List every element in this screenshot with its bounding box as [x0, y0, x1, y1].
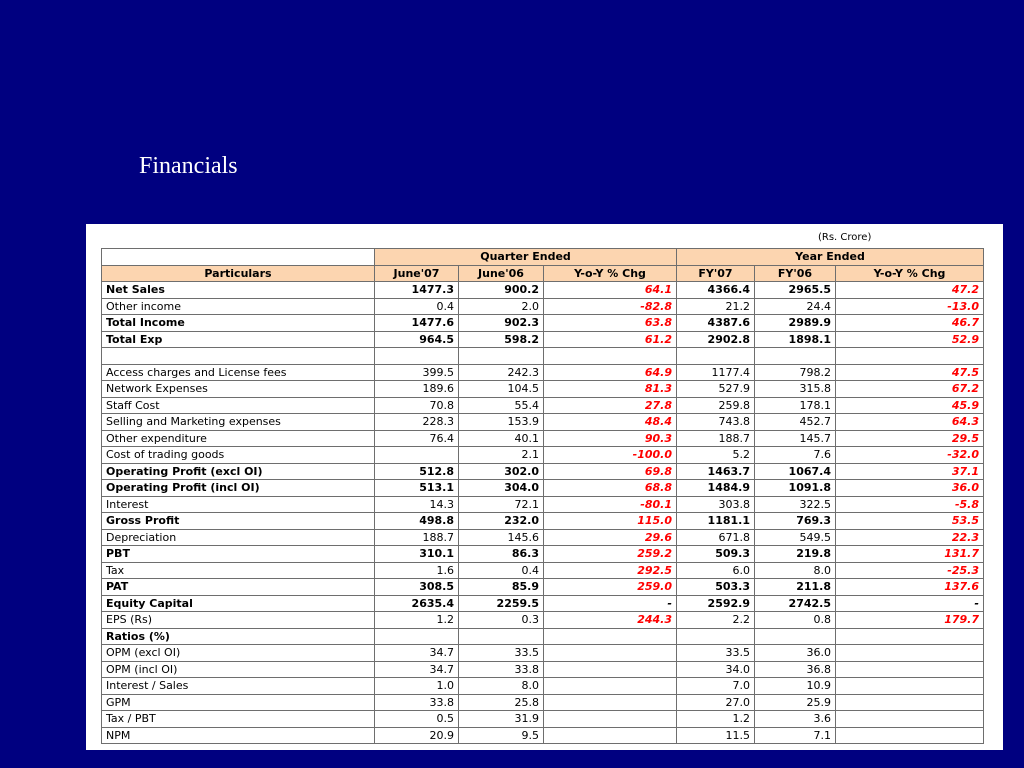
- change-cell: 64.1: [544, 282, 677, 299]
- value-cell: 259.8: [677, 397, 755, 414]
- value-cell: 228.3: [375, 414, 459, 431]
- row-label: Tax / PBT: [102, 711, 375, 728]
- financials-table: [101, 248, 984, 744]
- value-cell: 2592.9: [677, 595, 755, 612]
- value-cell: [375, 628, 459, 645]
- change-cell: 47.5: [836, 364, 984, 381]
- change-cell: 259.0: [544, 579, 677, 596]
- row-label: Equity Capital: [102, 595, 375, 612]
- change-cell: 137.6: [836, 579, 984, 596]
- change-cell: 115.0: [544, 513, 677, 530]
- value-cell: 27.0: [677, 694, 755, 711]
- row-label: Network Expenses: [102, 381, 375, 398]
- row-label: Depreciation: [102, 529, 375, 546]
- value-cell: 0.4: [459, 562, 544, 579]
- change-cell: [544, 694, 677, 711]
- table-row: [102, 612, 984, 629]
- row-label: Staff Cost: [102, 397, 375, 414]
- change-cell: 29.5: [836, 430, 984, 447]
- value-cell: [677, 348, 755, 365]
- value-cell: 0.8: [755, 612, 836, 629]
- value-cell: 145.7: [755, 430, 836, 447]
- value-cell: 798.2: [755, 364, 836, 381]
- value-cell: 302.0: [459, 463, 544, 480]
- column-header: FY'06: [755, 265, 836, 282]
- change-cell: [836, 727, 984, 744]
- value-cell: 232.0: [459, 513, 544, 530]
- table-row: [102, 546, 984, 563]
- table-row: [102, 678, 984, 695]
- table-row: [102, 513, 984, 530]
- value-cell: 527.9: [677, 381, 755, 398]
- value-cell: 4387.6: [677, 315, 755, 332]
- group-header-quarter: Quarter Ended: [375, 249, 677, 266]
- value-cell: 219.8: [755, 546, 836, 563]
- table-row: [102, 480, 984, 497]
- value-cell: 308.5: [375, 579, 459, 596]
- table-row: [102, 595, 984, 612]
- table-row: [102, 331, 984, 348]
- unit-note: (Rs. Crore): [818, 232, 872, 243]
- value-cell: 2742.5: [755, 595, 836, 612]
- value-cell: 20.9: [375, 727, 459, 744]
- value-cell: 1898.1: [755, 331, 836, 348]
- table-row: [102, 562, 984, 579]
- row-label: Interest / Sales: [102, 678, 375, 695]
- value-cell: [459, 348, 544, 365]
- row-label: Net Sales: [102, 282, 375, 299]
- table-row: [102, 298, 984, 315]
- row-label: Interest: [102, 496, 375, 513]
- value-cell: 315.8: [755, 381, 836, 398]
- change-cell: [544, 348, 677, 365]
- value-cell: 1484.9: [677, 480, 755, 497]
- value-cell: 7.6: [755, 447, 836, 464]
- change-cell: -: [836, 595, 984, 612]
- change-cell: -: [544, 595, 677, 612]
- column-header: Particulars: [102, 265, 375, 282]
- value-cell: 24.4: [755, 298, 836, 315]
- row-label: GPM: [102, 694, 375, 711]
- table-row: [102, 364, 984, 381]
- slide-title: Financials: [139, 153, 238, 179]
- value-cell: 86.3: [459, 546, 544, 563]
- value-cell: 513.1: [375, 480, 459, 497]
- row-label: Total Exp: [102, 331, 375, 348]
- table-row: [102, 711, 984, 728]
- value-cell: 188.7: [375, 529, 459, 546]
- value-cell: 242.3: [459, 364, 544, 381]
- table-row: [102, 414, 984, 431]
- value-cell: 76.4: [375, 430, 459, 447]
- value-cell: 6.0: [677, 562, 755, 579]
- change-cell: [836, 661, 984, 678]
- value-cell: 25.8: [459, 694, 544, 711]
- table-row: [102, 315, 984, 332]
- value-cell: [755, 628, 836, 645]
- column-header: Y-o-Y % Chg: [544, 265, 677, 282]
- value-cell: 310.1: [375, 546, 459, 563]
- table-row: [102, 694, 984, 711]
- column-header-row: [102, 265, 984, 282]
- value-cell: [375, 348, 459, 365]
- change-cell: [836, 348, 984, 365]
- value-cell: 14.3: [375, 496, 459, 513]
- change-cell: 244.3: [544, 612, 677, 629]
- table-row: [102, 397, 984, 414]
- row-label: PAT: [102, 579, 375, 596]
- value-cell: 1067.4: [755, 463, 836, 480]
- change-cell: [836, 694, 984, 711]
- value-cell: 900.2: [459, 282, 544, 299]
- change-cell: 63.8: [544, 315, 677, 332]
- change-cell: 29.6: [544, 529, 677, 546]
- value-cell: 8.0: [755, 562, 836, 579]
- column-header: Y-o-Y % Chg: [836, 265, 984, 282]
- value-cell: 743.8: [677, 414, 755, 431]
- value-cell: 153.9: [459, 414, 544, 431]
- value-cell: 8.0: [459, 678, 544, 695]
- value-cell: 7.1: [755, 727, 836, 744]
- value-cell: 964.5: [375, 331, 459, 348]
- value-cell: 21.2: [677, 298, 755, 315]
- change-cell: -82.8: [544, 298, 677, 315]
- value-cell: [375, 447, 459, 464]
- value-cell: 0.3: [459, 612, 544, 629]
- value-cell: 1091.8: [755, 480, 836, 497]
- value-cell: 2902.8: [677, 331, 755, 348]
- change-cell: [836, 628, 984, 645]
- value-cell: 2635.4: [375, 595, 459, 612]
- change-cell: 179.7: [836, 612, 984, 629]
- table-row: [102, 348, 984, 365]
- value-cell: 1.2: [375, 612, 459, 629]
- value-cell: 0.4: [375, 298, 459, 315]
- value-cell: 509.3: [677, 546, 755, 563]
- table-row: [102, 579, 984, 596]
- value-cell: 7.0: [677, 678, 755, 695]
- value-cell: 769.3: [755, 513, 836, 530]
- value-cell: 1463.7: [677, 463, 755, 480]
- value-cell: [755, 348, 836, 365]
- table-row: [102, 381, 984, 398]
- value-cell: 70.8: [375, 397, 459, 414]
- value-cell: 33.5: [459, 645, 544, 662]
- table-row: [102, 727, 984, 744]
- value-cell: 178.1: [755, 397, 836, 414]
- change-cell: 259.2: [544, 546, 677, 563]
- value-cell: 303.8: [677, 496, 755, 513]
- change-cell: [836, 711, 984, 728]
- value-cell: 503.3: [677, 579, 755, 596]
- change-cell: -100.0: [544, 447, 677, 464]
- row-label: EPS (Rs): [102, 612, 375, 629]
- change-cell: -25.3: [836, 562, 984, 579]
- change-cell: -32.0: [836, 447, 984, 464]
- value-cell: 33.5: [677, 645, 755, 662]
- column-header: June'07: [375, 265, 459, 282]
- row-label: Other income: [102, 298, 375, 315]
- value-cell: 36.8: [755, 661, 836, 678]
- value-cell: 399.5: [375, 364, 459, 381]
- change-cell: 67.2: [836, 381, 984, 398]
- table-body: [102, 282, 984, 744]
- row-label: Total Income: [102, 315, 375, 332]
- value-cell: 31.9: [459, 711, 544, 728]
- value-cell: 10.9: [755, 678, 836, 695]
- value-cell: 36.0: [755, 645, 836, 662]
- value-cell: 9.5: [459, 727, 544, 744]
- row-label: Ratios (%): [102, 628, 375, 645]
- table-row: [102, 447, 984, 464]
- value-cell: 5.2: [677, 447, 755, 464]
- value-cell: 1477.6: [375, 315, 459, 332]
- value-cell: 0.5: [375, 711, 459, 728]
- value-cell: 452.7: [755, 414, 836, 431]
- change-cell: 131.7: [836, 546, 984, 563]
- row-label: OPM (excl OI): [102, 645, 375, 662]
- table-row: [102, 430, 984, 447]
- change-cell: 69.8: [544, 463, 677, 480]
- row-label: Selling and Marketing expenses: [102, 414, 375, 431]
- change-cell: 292.5: [544, 562, 677, 579]
- change-cell: 37.1: [836, 463, 984, 480]
- change-cell: 45.9: [836, 397, 984, 414]
- change-cell: [544, 645, 677, 662]
- change-cell: [544, 678, 677, 695]
- value-cell: 1477.3: [375, 282, 459, 299]
- change-cell: 90.3: [544, 430, 677, 447]
- change-cell: [544, 727, 677, 744]
- table-row: [102, 628, 984, 645]
- value-cell: 2.1: [459, 447, 544, 464]
- change-cell: 36.0: [836, 480, 984, 497]
- change-cell: [544, 628, 677, 645]
- column-header: FY'07: [677, 265, 755, 282]
- value-cell: 671.8: [677, 529, 755, 546]
- row-label: Tax: [102, 562, 375, 579]
- group-header-row: [102, 249, 984, 266]
- change-cell: [544, 711, 677, 728]
- value-cell: 72.1: [459, 496, 544, 513]
- table-row: [102, 529, 984, 546]
- change-cell: -13.0: [836, 298, 984, 315]
- column-header: June'06: [459, 265, 544, 282]
- value-cell: 33.8: [375, 694, 459, 711]
- value-cell: 85.9: [459, 579, 544, 596]
- value-cell: 34.7: [375, 645, 459, 662]
- change-cell: 48.4: [544, 414, 677, 431]
- change-cell: [544, 661, 677, 678]
- row-label: OPM (incl OI): [102, 661, 375, 678]
- value-cell: 1177.4: [677, 364, 755, 381]
- table-row: [102, 463, 984, 480]
- value-cell: 1181.1: [677, 513, 755, 530]
- value-cell: 188.7: [677, 430, 755, 447]
- value-cell: 2989.9: [755, 315, 836, 332]
- value-cell: 498.8: [375, 513, 459, 530]
- change-cell: 81.3: [544, 381, 677, 398]
- value-cell: 2.0: [459, 298, 544, 315]
- value-cell: [459, 628, 544, 645]
- row-label: Operating Profit (incl OI): [102, 480, 375, 497]
- row-label: PBT: [102, 546, 375, 563]
- change-cell: 47.2: [836, 282, 984, 299]
- change-cell: 53.5: [836, 513, 984, 530]
- value-cell: 25.9: [755, 694, 836, 711]
- value-cell: 2259.5: [459, 595, 544, 612]
- value-cell: 304.0: [459, 480, 544, 497]
- table-row: [102, 496, 984, 513]
- group-header-blank: [102, 249, 375, 266]
- value-cell: 104.5: [459, 381, 544, 398]
- row-label: Other expenditure: [102, 430, 375, 447]
- row-label: [102, 348, 375, 365]
- value-cell: 902.3: [459, 315, 544, 332]
- value-cell: 55.4: [459, 397, 544, 414]
- value-cell: 2965.5: [755, 282, 836, 299]
- value-cell: 1.6: [375, 562, 459, 579]
- value-cell: 40.1: [459, 430, 544, 447]
- value-cell: 34.7: [375, 661, 459, 678]
- value-cell: 189.6: [375, 381, 459, 398]
- value-cell: 598.2: [459, 331, 544, 348]
- change-cell: 64.9: [544, 364, 677, 381]
- value-cell: 4366.4: [677, 282, 755, 299]
- value-cell: 145.6: [459, 529, 544, 546]
- change-cell: [836, 645, 984, 662]
- value-cell: 322.5: [755, 496, 836, 513]
- value-cell: 3.6: [755, 711, 836, 728]
- change-cell: 61.2: [544, 331, 677, 348]
- value-cell: 512.8: [375, 463, 459, 480]
- group-header-year: Year Ended: [677, 249, 984, 266]
- change-cell: [836, 678, 984, 695]
- change-cell: 27.8: [544, 397, 677, 414]
- change-cell: -80.1: [544, 496, 677, 513]
- row-label: NPM: [102, 727, 375, 744]
- value-cell: 2.2: [677, 612, 755, 629]
- change-cell: 68.8: [544, 480, 677, 497]
- change-cell: 46.7: [836, 315, 984, 332]
- value-cell: 1.2: [677, 711, 755, 728]
- change-cell: 22.3: [836, 529, 984, 546]
- value-cell: 33.8: [459, 661, 544, 678]
- row-label: Gross Profit: [102, 513, 375, 530]
- change-cell: 64.3: [836, 414, 984, 431]
- value-cell: 549.5: [755, 529, 836, 546]
- table-row: [102, 282, 984, 299]
- table-row: [102, 645, 984, 662]
- row-label: Operating Profit (excl OI): [102, 463, 375, 480]
- value-cell: 211.8: [755, 579, 836, 596]
- value-cell: 1.0: [375, 678, 459, 695]
- change-cell: -5.8: [836, 496, 984, 513]
- table-row: [102, 661, 984, 678]
- row-label: Access charges and License fees: [102, 364, 375, 381]
- row-label: Cost of trading goods: [102, 447, 375, 464]
- change-cell: 52.9: [836, 331, 984, 348]
- value-cell: 34.0: [677, 661, 755, 678]
- value-cell: 11.5: [677, 727, 755, 744]
- value-cell: [677, 628, 755, 645]
